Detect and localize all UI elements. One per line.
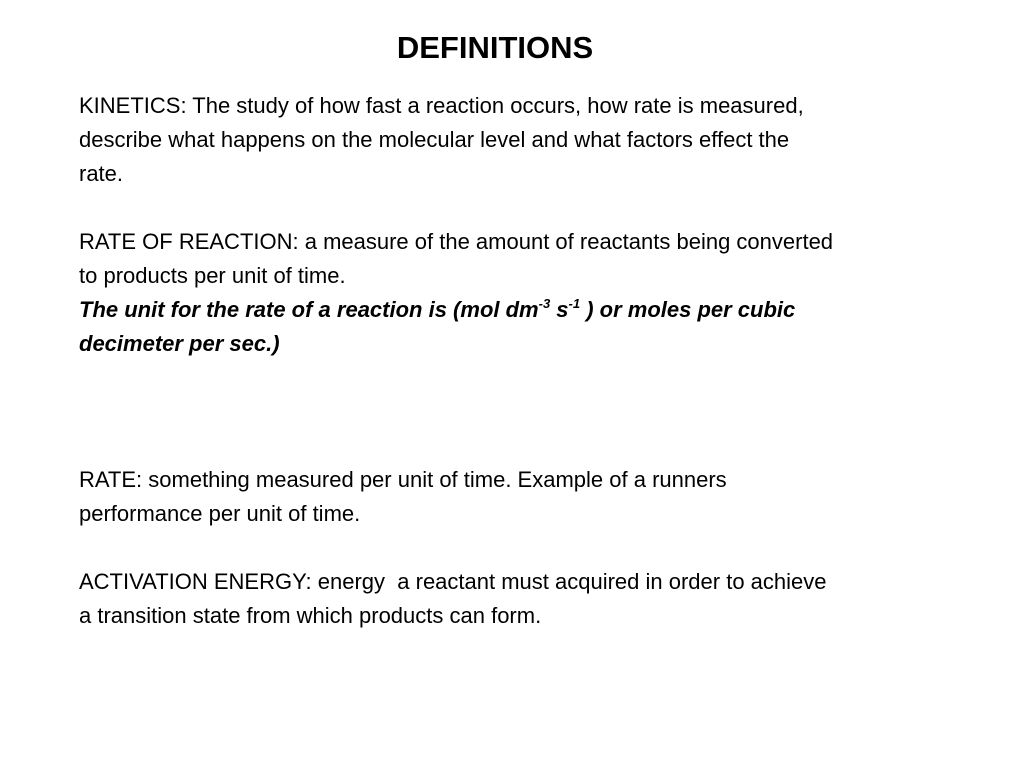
rate-unit-superscript-2: -1 bbox=[568, 295, 581, 311]
rate-unit-superscript-1: -3 bbox=[538, 295, 551, 311]
kinetics-line-2: describe what happens on the molecular level and what factors effect the bbox=[79, 127, 790, 152]
kinetics-definition bbox=[79, 89, 959, 191]
slide-title: DEFINITIONS bbox=[396, 30, 594, 65]
rate-definition bbox=[79, 463, 959, 531]
rate-line-1: RATE: something measured per unit of time. Example of a runners bbox=[79, 467, 727, 492]
rate-unit-note bbox=[79, 293, 959, 361]
rate-of-reaction-line-1: RATE OF REACTION: a measure of the amount of reactants being converted bbox=[79, 229, 834, 254]
rate-of-reaction-definition bbox=[79, 225, 959, 293]
rate-unit-text-2: s bbox=[550, 297, 569, 322]
rate-unit-line-1 bbox=[79, 293, 959, 327]
spacer bbox=[79, 531, 959, 565]
rate-unit-line-2: decimeter per sec.) bbox=[79, 331, 280, 356]
activation-energy-line-2: a transition state from which products can form. bbox=[79, 603, 542, 628]
rate-unit-text-3: ) or moles per cubic bbox=[580, 297, 796, 322]
slide-body bbox=[79, 89, 959, 633]
rate-line-2: performance per unit of time. bbox=[79, 501, 361, 526]
kinetics-line-1: KINETICS: The study of how fast a reaction occurs, how rate is measured, bbox=[79, 93, 804, 118]
spacer bbox=[79, 361, 959, 463]
kinetics-line-3: rate. bbox=[79, 161, 124, 186]
spacer bbox=[79, 191, 959, 225]
activation-energy-line-1: ACTIVATION ENERGY: energy a reactant must acquired in order to achieve bbox=[79, 569, 827, 594]
rate-of-reaction-line-2: to products per unit of time. bbox=[79, 263, 346, 288]
activation-energy-definition bbox=[79, 565, 959, 633]
rate-unit-text-1: The unit for the rate of a reaction is (mol dm bbox=[79, 297, 539, 322]
